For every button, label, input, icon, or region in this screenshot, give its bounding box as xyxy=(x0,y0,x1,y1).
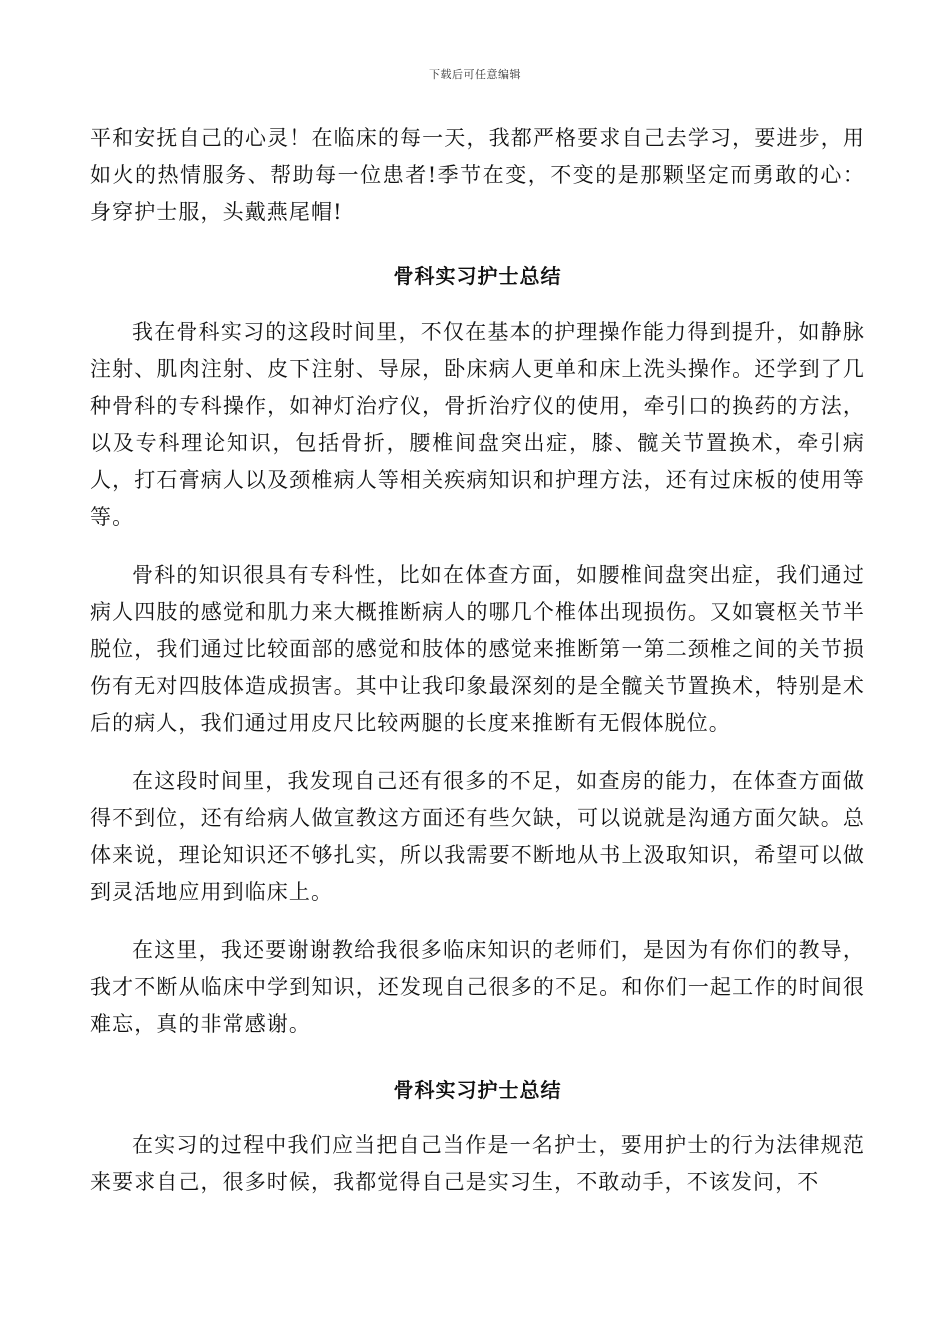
section-title: 骨科实习护士总结 xyxy=(393,264,562,288)
paragraph: 在这里，我还要谢谢教给我很多临床知识的老师们，是因为有你们的教导，我才不断从临床中学到知识，还发现自己很多的不足。和你们一起工作的时间很难忘，真的非常感谢。 xyxy=(90,938,865,1036)
section1-body xyxy=(90,763,865,911)
section1-body xyxy=(90,932,865,1043)
section1-body xyxy=(90,557,865,742)
paragraph: 骨科的知识很具有专科性，比如在体查方面，如腰椎间盘突出症，我们通过病人四肢的感觉和肌力来大概推断病人的哪几个椎体出现损伤。又如寰枢关节半脱位，我们通过比较面部的感觉和肢体的感觉来推断第一第二颈椎之间的关节损伤有无对四肢体造成损害。其中让我印象最深刻的是全髋关节置换术，特别是术后的病人，我们通过用皮尺比较两腿的长度来推断有无假体脱位。 xyxy=(90,563,865,735)
page-header: 下载后可任意编辑 xyxy=(429,68,521,81)
paragraph: 在实习的过程中我们应当把自己当作是一名护士，要用护士的行为法律规范来要求自己，很多时候，我都觉得自己是实习生，不敢动手，不该发问，不 xyxy=(90,1133,865,1194)
intro-block xyxy=(90,120,865,231)
section2-body xyxy=(90,1127,865,1201)
paragraph: 我在骨科实习的这段时间里，不仅在基本的护理操作能力得到提升，如静脉注射、肌肉注射、皮下注射、导尿，卧床病人更单和床上洗头操作。还学到了几种骨科的专科操作，如神灯治疗仪，骨折治疗仪的使用，牵引口的换药的方法，以及专科理论知识，包括骨折，腰椎间盘突出症，膝、髋关节置换术，牵引病人，打石膏病人以及颈椎病人等相关疾病知识和护理方法，还有过床板的使用等等。 xyxy=(90,320,865,529)
section-title: 骨科实习护士总结 xyxy=(393,1078,562,1102)
section1-body xyxy=(90,314,865,536)
paragraph: 在这段时间里，我发现自己还有很多的不足，如查房的能力，在体查方面做得不到位，还有给病人做宣教这方面还有些欠缺，可以说就是沟通方面欠缺。总体来说，理论知识还不够扎实，所以我需要不断地从书上汲取知识，希望可以做到灵活地应用到临床上。 xyxy=(90,769,865,904)
intro-paragraph: 平和安抚自己的心灵！在临床的每一天，我都严格要求自己去学习，要进步，用如火的热情服务、帮助每一位患者!季节在变，不变的是那颗坚定而勇敢的心：身穿护士服，头戴燕尾帽! xyxy=(90,126,865,224)
